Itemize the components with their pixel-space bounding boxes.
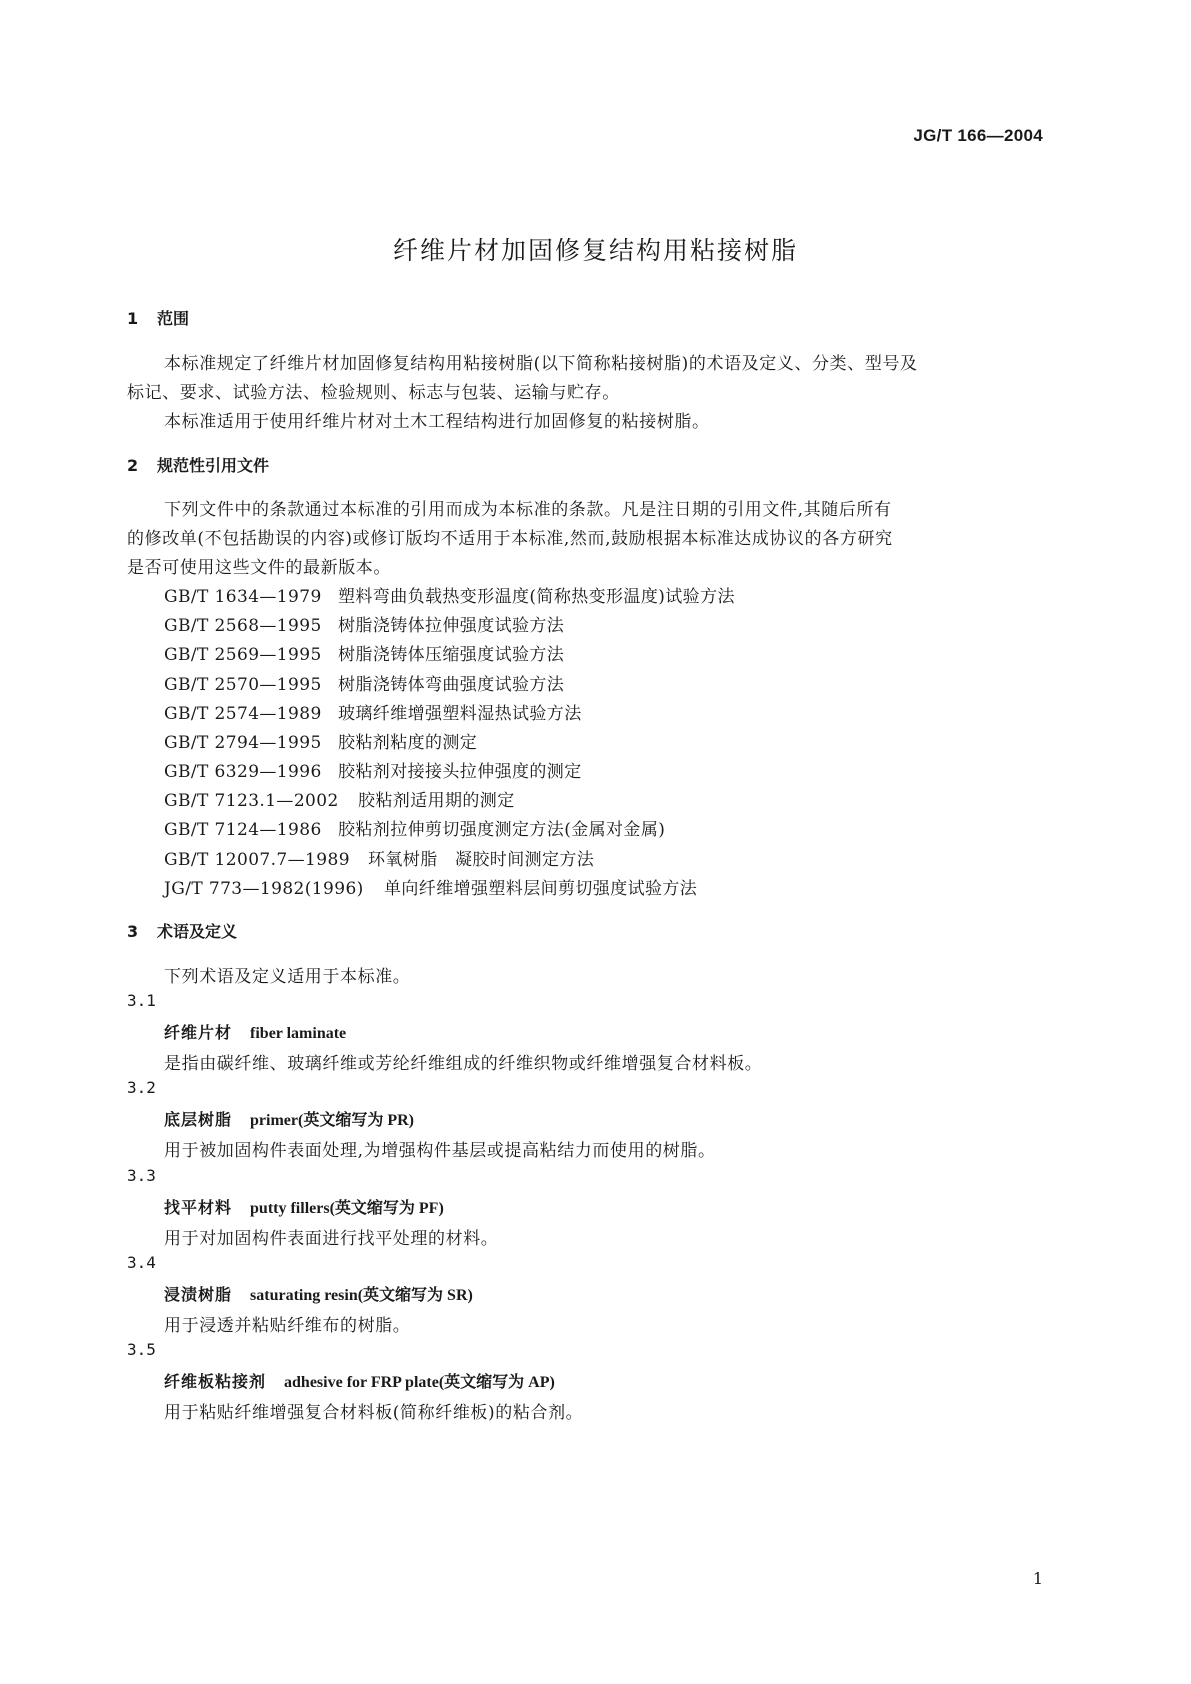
term-definition: 用于粘贴纤维增强复合材料板(简称纤维板)的粘合剂。 [164,1403,584,1423]
paragraph-line: 下列文件中的条款通过本标准的引用而成为本标准的条款。凡是注日期的引用文件,其随后所有 [164,500,892,520]
reference-item [164,845,594,870]
term-heading [164,1282,473,1305]
paragraph-line: 是否可使用这些文件的最新版本。 [127,558,391,578]
reference-item [164,728,477,753]
term-definition: 用于对加固构件表面进行找平处理的材料。 [164,1229,499,1249]
reference-item [164,815,665,840]
reference-item [164,757,582,782]
page-number: 1 [1032,1569,1043,1588]
term-heading [164,1195,444,1218]
reference-code: GB/T 1634—1979 [164,587,322,607]
term-chinese: 底层树脂 [164,1110,233,1129]
term-heading [164,1369,555,1392]
reference-code: GB/T 2568—1995 [164,616,322,636]
term-english: primer(英文缩写为 PR) [250,1112,414,1129]
reference-code: GB/T 7123.1—2002 [164,791,339,811]
reference-title: 胶粘剂粘度的测定 [338,733,478,753]
paragraph-line: 本标准适用于使用纤维片材对土木工程结构进行加固修复的粘接树脂。 [164,412,710,432]
reference-title: 胶粘剂适用期的测定 [358,791,515,811]
reference-item [164,874,697,899]
term-number: 3.5 [127,1340,156,1359]
document-title: 纤维片材加固修复结构用粘接树脂 [392,236,798,265]
paragraph-line: 的修改单(不包括勘误的内容)或修订版均不适用于本标准,然而,鼓励根据本标准达成协议的各方研究 [127,529,893,549]
term-english: fiber laminate [250,1025,347,1042]
reference-title: 树脂浇铸体拉伸强度试验方法 [338,616,565,636]
section-number: 2 [127,456,139,475]
term-number: 3.3 [127,1166,156,1185]
paragraph-line: 下列术语及定义适用于本标准。 [164,967,411,987]
reference-title: 玻璃纤维增强塑料湿热试验方法 [338,704,582,724]
reference-code: GB/T 2574—1989 [164,704,322,724]
section-title: 术语及定义 [157,922,238,941]
term-english: putty fillers(英文缩写为 PF) [250,1200,444,1217]
reference-item [164,640,564,665]
reference-item [164,670,564,695]
term-heading [164,1020,346,1043]
term-definition: 用于浸透并粘贴纤维布的树脂。 [164,1316,411,1336]
section-1-heading [127,306,189,329]
reference-title: 胶粘剂对接接头拉伸强度的测定 [338,762,582,782]
term-number: 3.1 [127,991,156,1010]
reference-code: JG/T 773—1982(1996) [164,879,364,899]
reference-item [164,786,515,811]
section-number: 1 [127,309,139,328]
section-number: 3 [127,922,139,941]
section-title: 规范性引用文件 [157,456,270,475]
term-number: 3.4 [127,1253,156,1272]
reference-title: 胶粘剂拉伸剪切强度测定方法(金属对金属) [338,820,666,840]
term-chinese: 浸渍树脂 [164,1285,233,1304]
section-title: 范围 [157,309,190,328]
reference-code: GB/T 6329—1996 [164,762,322,782]
reference-item [164,699,582,724]
reference-code: GB/T 2794—1995 [164,733,322,753]
reference-title: 单向纤维增强塑料层间剪切强度试验方法 [384,879,698,899]
section-3-heading [127,919,237,942]
term-chinese: 纤维板粘接剂 [164,1372,267,1391]
reference-title: 树脂浇铸体弯曲强度试验方法 [338,675,565,695]
standard-code: JG/T 166—2004 [913,126,1043,145]
reference-code: GB/T 12007.7—1989 [164,850,350,870]
term-english: adhesive for FRP plate(英文缩写为 AP) [284,1374,555,1391]
paragraph-line: 标记、要求、试验方法、检验规则、标志与包装、运输与贮存。 [127,383,620,403]
section-2-heading [127,453,269,476]
reference-title: 环氧树脂 凝胶时间测定方法 [368,850,595,870]
term-heading [164,1107,414,1130]
reference-code: GB/T 2569—1995 [164,645,322,665]
reference-item [164,582,735,607]
term-number: 3.2 [127,1078,156,1097]
term-chinese: 找平材料 [164,1198,233,1217]
reference-item [164,611,564,636]
term-definition: 是指由碳纤维、玻璃纤维或芳纶纤维组成的纤维织物或纤维增强复合材料板。 [164,1054,763,1074]
paragraph-line: 本标准规定了纤维片材加固修复结构用粘接树脂(以下简称粘接树脂)的术语及定义、分类、型号及 [164,354,918,374]
term-english: saturating resin(英文缩写为 SR) [250,1287,473,1304]
reference-title: 树脂浇铸体压缩强度试验方法 [338,645,565,665]
reference-code: GB/T 2570—1995 [164,675,322,695]
term-definition: 用于被加固构件表面处理,为增强构件基层或提高粘结力而使用的树脂。 [164,1141,716,1161]
term-chinese: 纤维片材 [164,1023,233,1042]
reference-code: GB/T 7124—1986 [164,820,322,840]
reference-title: 塑料弯曲负载热变形温度(简称热变形温度)试验方法 [338,587,735,607]
